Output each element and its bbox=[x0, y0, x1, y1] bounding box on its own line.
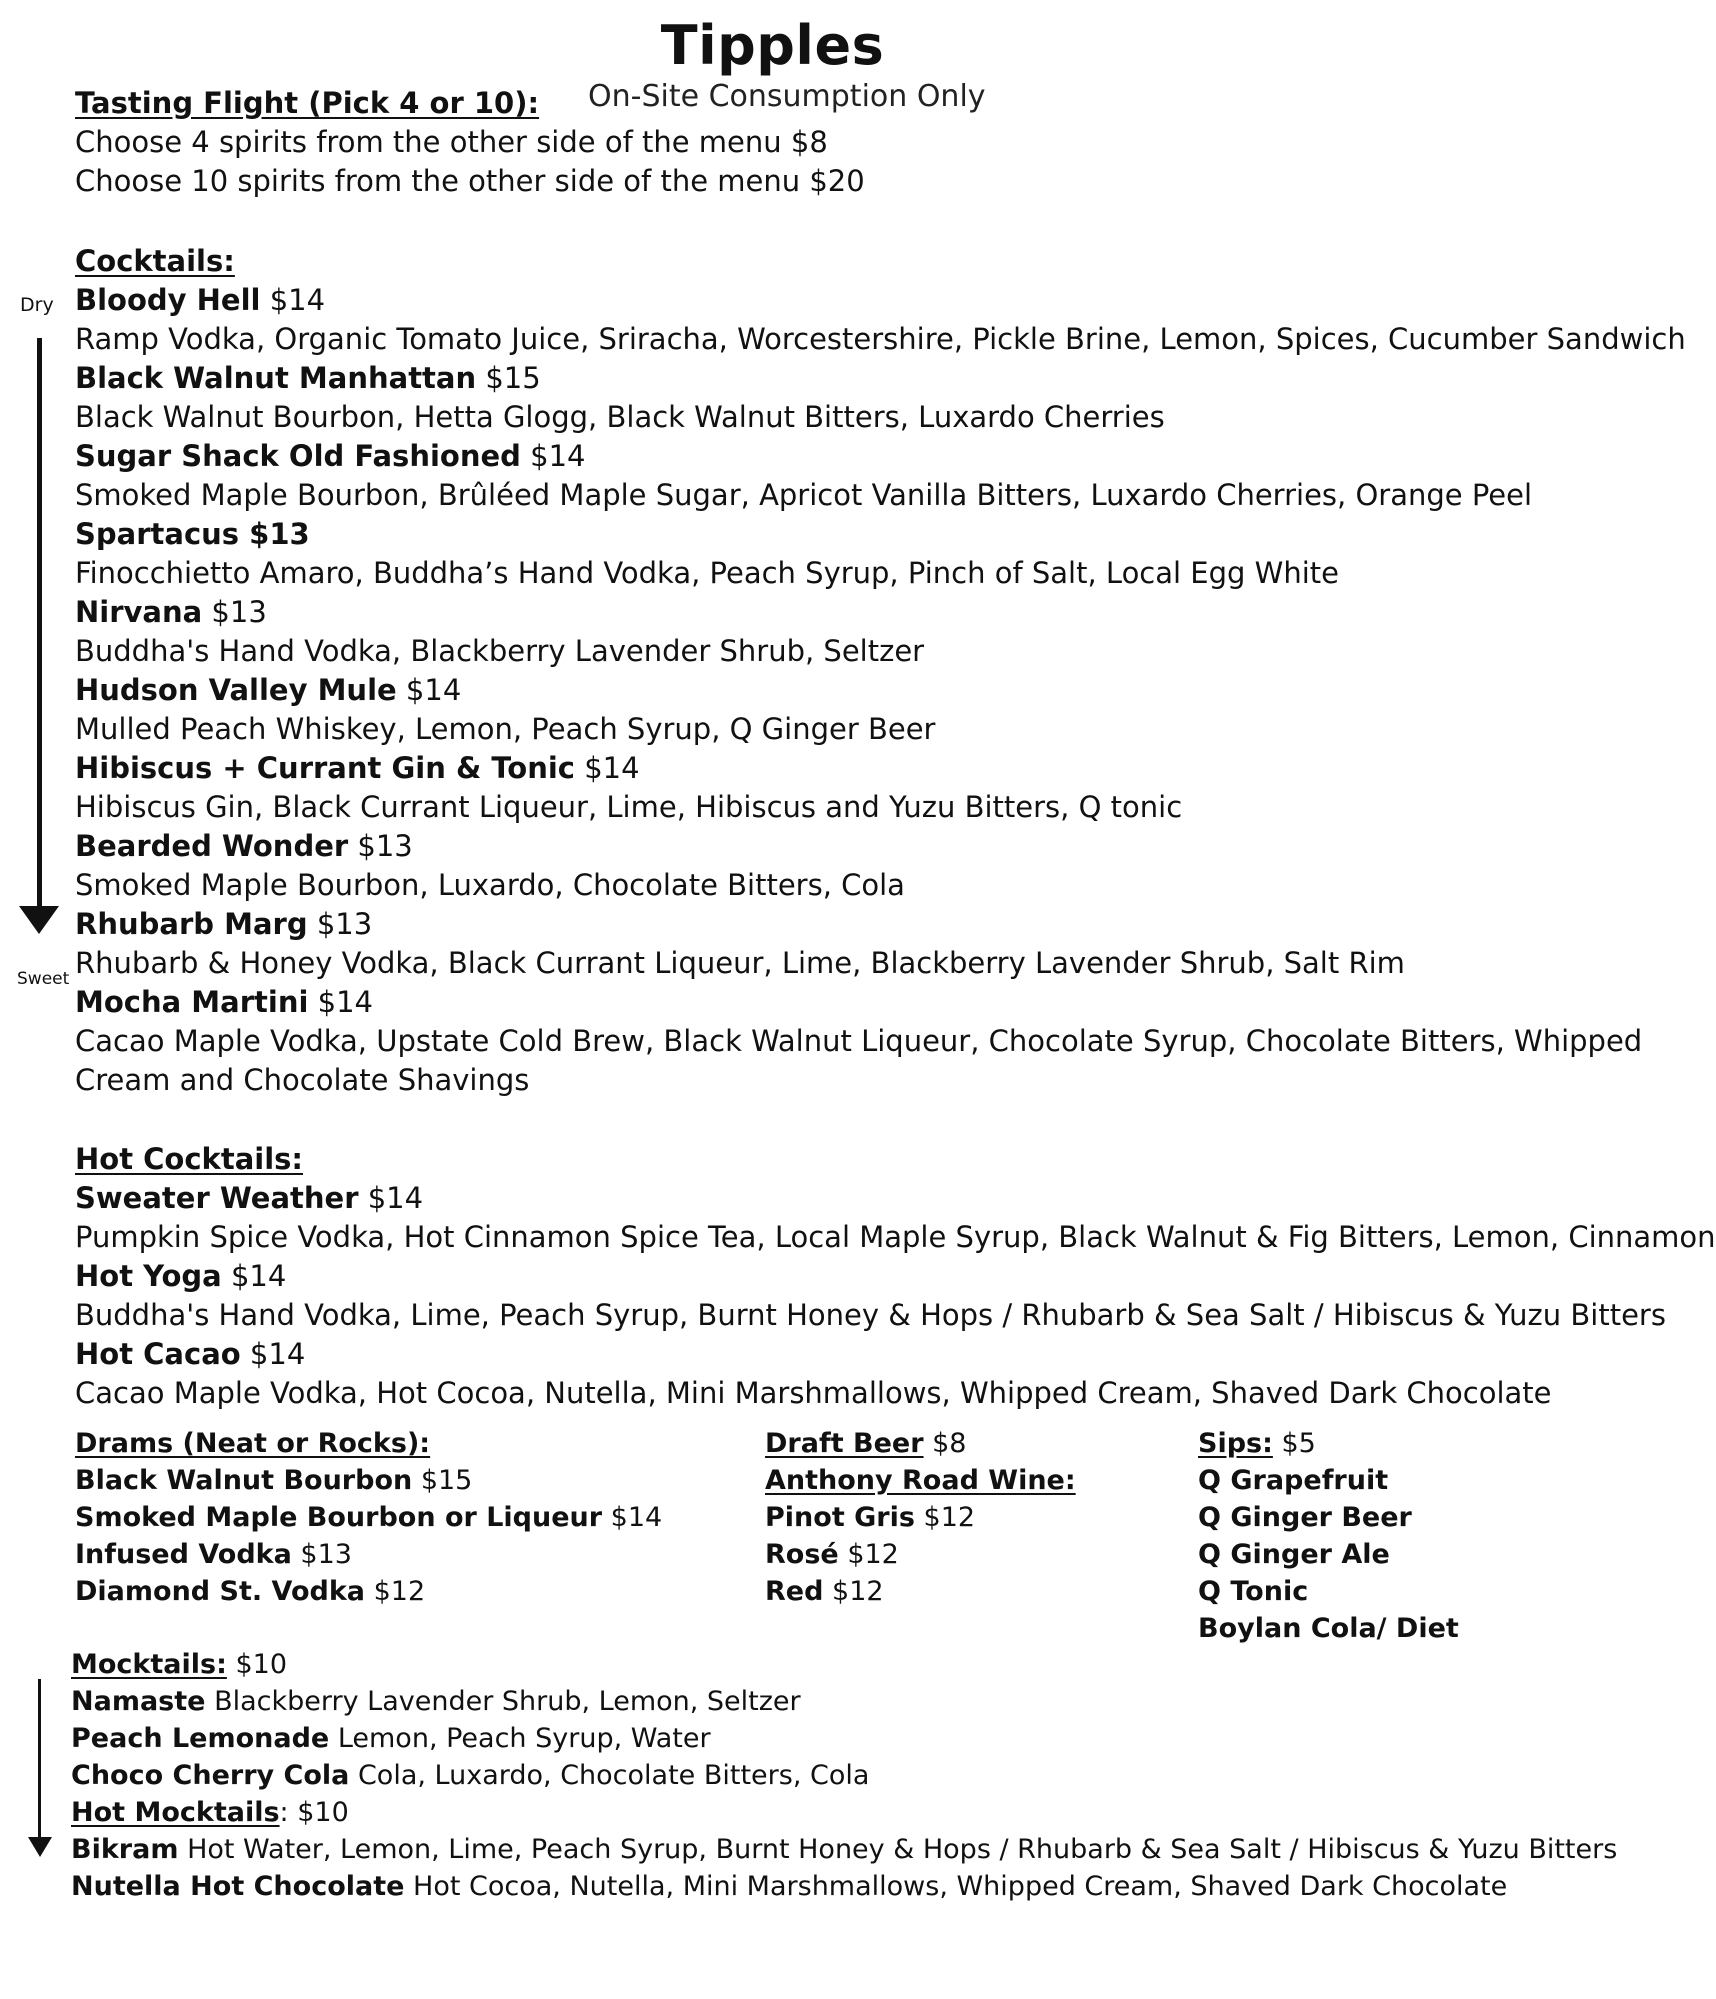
hot-cocktails-header: Hot Cocktails: bbox=[75, 1142, 304, 1176]
draft-beer bbox=[765, 1428, 966, 1459]
wine-item bbox=[765, 1502, 975, 1533]
mocktail-item bbox=[71, 1760, 869, 1791]
cocktail-name: Bearded Wonder bbox=[75, 829, 349, 863]
wine-name: Rosé bbox=[765, 1539, 839, 1570]
hot-cocktail-name: Hot Cacao bbox=[75, 1337, 241, 1371]
dram-item bbox=[75, 1576, 425, 1607]
mocktail-arrow-head bbox=[28, 1837, 52, 1857]
wine-price: $12 bbox=[832, 1576, 884, 1607]
hot-cocktail-name: Hot Yoga bbox=[75, 1259, 222, 1293]
hot-mocktails-header: Hot Mocktails bbox=[71, 1797, 280, 1828]
mocktail-desc: Cola, Luxardo, Chocolate Bitters, Cola bbox=[357, 1760, 870, 1791]
hot-cocktail-title bbox=[75, 1337, 305, 1371]
draft-beer-header: Draft Beer bbox=[765, 1428, 924, 1459]
hot-mocktail-item bbox=[71, 1834, 1617, 1865]
sip-item: Q Ginger Ale bbox=[1198, 1539, 1390, 1570]
hot-cocktail-price: $14 bbox=[249, 1337, 306, 1371]
wine-price: $12 bbox=[847, 1539, 899, 1570]
cocktail-desc: Cacao Maple Vodka, Upstate Cold Brew, Black Walnut Liqueur, Chocolate Syrup, Chocolate Bitters, Whipped bbox=[75, 1024, 1643, 1058]
sweet-label: Sweet bbox=[17, 969, 70, 989]
sips-header: Sips: bbox=[1198, 1428, 1273, 1459]
draft-beer-price: $8 bbox=[932, 1428, 967, 1459]
cocktail-title bbox=[75, 517, 310, 551]
cocktail-name: Mocha Martini bbox=[75, 985, 309, 1019]
cocktail-desc: Black Walnut Bourbon, Hetta Glogg, Black Walnut Bitters, Luxardo Cherries bbox=[75, 400, 1165, 434]
sip-item: Q Ginger Beer bbox=[1198, 1502, 1412, 1533]
cocktail-title bbox=[75, 829, 413, 863]
cocktail-price: $14 bbox=[530, 439, 586, 473]
cocktail-name: Rhubarb Marg bbox=[75, 907, 308, 941]
cocktail-price: $14 bbox=[269, 283, 326, 317]
mocktail-item bbox=[71, 1723, 711, 1754]
wine-name: Red bbox=[765, 1576, 824, 1607]
mocktails bbox=[71, 1649, 287, 1680]
cocktail-price: $13 bbox=[316, 907, 373, 941]
dram-item bbox=[75, 1502, 662, 1533]
mocktail-item bbox=[71, 1686, 801, 1717]
wine-item bbox=[765, 1576, 884, 1607]
hot-cocktail-desc: Buddha's Hand Vodka, Lime, Peach Syrup, Burnt Honey & Hops / Rhubarb & Sea Salt / Hibiscus & Yuzu Bitters bbox=[75, 1298, 1666, 1332]
cocktail-price: $14 bbox=[405, 673, 462, 707]
cocktail-title bbox=[75, 907, 372, 941]
hot-mocktails-price: : $10 bbox=[279, 1797, 349, 1828]
hot-mocktail-desc: Hot Cocoa, Nutella, Mini Marshmallows, Whipped Cream, Shaved Dark Chocolate bbox=[404, 1871, 1508, 1902]
dram-name: Infused Vodka bbox=[75, 1539, 292, 1570]
hot-mocktail-name: Bikram bbox=[71, 1834, 179, 1865]
mocktail-desc: Lemon, Peach Syrup, Water bbox=[337, 1723, 711, 1754]
cocktail-name: Black Walnut Manhattan bbox=[75, 361, 477, 395]
page-title: Tipples bbox=[660, 14, 885, 77]
hot-cocktail-name: Sweater Weather bbox=[75, 1181, 359, 1215]
hot-cocktail-title bbox=[75, 1181, 423, 1215]
cocktail-name: Spartacus $13 bbox=[75, 517, 310, 551]
cocktail-name: Nirvana bbox=[75, 595, 203, 629]
dry-sweet-arrow-line bbox=[37, 338, 42, 910]
cocktail-price: $14 bbox=[584, 751, 640, 785]
cocktail-desc: Rhubarb & Honey Vodka, Black Currant Liqueur, Lime, Blackberry Lavender Shrub, Salt Rim bbox=[75, 946, 1405, 980]
drams-header: Drams (Neat or Rocks): bbox=[75, 1428, 431, 1459]
cocktail-title bbox=[75, 673, 461, 707]
cocktails-header: Cocktails: bbox=[75, 244, 235, 278]
tasting-header: Tasting Flight (Pick 4 or 10): bbox=[75, 86, 540, 120]
mocktails-price: $10 bbox=[235, 1649, 288, 1680]
cocktail-title bbox=[75, 985, 373, 1019]
cocktail-desc: Mulled Peach Whiskey, Lemon, Peach Syrup, Q Ginger Beer bbox=[75, 712, 936, 746]
cocktail-name: Bloody Hell bbox=[75, 283, 261, 317]
dram-price: $15 bbox=[420, 1465, 473, 1496]
cocktail-price: $13 bbox=[357, 829, 413, 863]
cocktail-title bbox=[75, 595, 267, 629]
wine-item bbox=[765, 1539, 899, 1570]
wine-header: Anthony Road Wine: bbox=[765, 1465, 1076, 1496]
hot-cocktail-title bbox=[75, 1259, 286, 1293]
dry-label: Dry bbox=[20, 294, 54, 316]
cocktail-desc: Smoked Maple Bourbon, Luxardo, Chocolate Bitters, Cola bbox=[75, 868, 905, 902]
hot-mocktail-name: Nutella Hot Chocolate bbox=[71, 1871, 405, 1902]
dram-name: Diamond St. Vodka bbox=[75, 1576, 365, 1607]
cocktail-desc: Finocchietto Amaro, Buddha’s Hand Vodka, Peach Syrup, Pinch of Salt, Local Egg White bbox=[75, 556, 1339, 590]
cocktail-desc: Hibiscus Gin, Black Currant Liqueur, Lime, Hibiscus and Yuzu Bitters, Q tonic bbox=[75, 790, 1183, 824]
cocktail-name: Hibiscus + Currant Gin & Tonic bbox=[75, 751, 575, 785]
tasting-line: Choose 4 spirits from the other side of the menu $8 bbox=[75, 125, 828, 159]
hot-mocktail-item bbox=[71, 1871, 1507, 1902]
dram-item bbox=[75, 1539, 352, 1570]
hot-mocktail-desc: Hot Water, Lemon, Lime, Peach Syrup, Burnt Honey & Hops / Rhubarb & Sea Salt / Hibiscus & Yuzu Bitters bbox=[187, 1834, 1618, 1865]
cocktail-title bbox=[75, 439, 585, 473]
cocktail-title bbox=[75, 751, 640, 785]
tasting-line: Choose 10 spirits from the other side of the menu $20 bbox=[75, 164, 865, 198]
cocktail-name: Sugar Shack Old Fashioned bbox=[75, 439, 521, 473]
dram-price: $12 bbox=[373, 1576, 426, 1607]
sips bbox=[1198, 1428, 1316, 1459]
hot-mocktails bbox=[71, 1797, 349, 1828]
dram-item bbox=[75, 1465, 472, 1496]
cocktail-title bbox=[75, 361, 541, 395]
cocktail-title bbox=[75, 283, 325, 317]
sip-item: Q Grapefruit bbox=[1198, 1465, 1389, 1496]
cocktail-price: $14 bbox=[317, 985, 373, 1019]
wine-price: $12 bbox=[923, 1502, 976, 1533]
cocktail-name: Hudson Valley Mule bbox=[75, 673, 397, 707]
cocktail-desc: Buddha's Hand Vodka, Blackberry Lavender Shrub, Seltzer bbox=[75, 634, 925, 668]
page-subtitle: On-Site Consumption Only bbox=[588, 79, 986, 114]
dram-price: $14 bbox=[610, 1502, 663, 1533]
hot-cocktail-desc: Cacao Maple Vodka, Hot Cocoa, Nutella, Mini Marshmallows, Whipped Cream, Shaved Dark Chocolate bbox=[75, 1376, 1552, 1410]
hot-cocktail-price: $14 bbox=[230, 1259, 287, 1293]
cocktail-desc: Smoked Maple Bourbon, Brûléed Maple Sugar, Apricot Vanilla Bitters, Luxardo Cherries, Orange Peel bbox=[75, 478, 1533, 512]
mocktail-desc: Blackberry Lavender Shrub, Lemon, Seltzer bbox=[214, 1686, 801, 1717]
sips-price: $5 bbox=[1281, 1428, 1316, 1459]
mocktail-name: Namaste bbox=[71, 1686, 206, 1717]
cocktail-desc-cont: Cream and Chocolate Shavings bbox=[75, 1063, 530, 1097]
sip-item: Boylan Cola/ Diet bbox=[1198, 1613, 1459, 1644]
mocktail-arrow-line bbox=[38, 1679, 41, 1839]
dram-name: Smoked Maple Bourbon or Liqueur bbox=[75, 1502, 603, 1533]
mocktails-header: Mocktails: bbox=[71, 1649, 227, 1680]
dram-price: $13 bbox=[300, 1539, 352, 1570]
mocktail-name: Peach Lemonade bbox=[71, 1723, 330, 1754]
cocktail-price: $13 bbox=[211, 595, 267, 629]
wine-name: Pinot Gris bbox=[765, 1502, 915, 1533]
mocktail-name: Choco Cherry Cola bbox=[71, 1760, 350, 1791]
hot-cocktail-price: $14 bbox=[367, 1181, 424, 1215]
cocktail-desc: Ramp Vodka, Organic Tomato Juice, Sriracha, Worcestershire, Pickle Brine, Lemon, Spices, Cucumber Sandwich bbox=[75, 322, 1686, 356]
hot-cocktail-desc: Pumpkin Spice Vodka, Hot Cinnamon Spice Tea, Local Maple Syrup, Black Walnut & Fig Bitters, Lemon, Cinnamon bbox=[75, 1220, 1716, 1254]
dram-name: Black Walnut Bourbon bbox=[75, 1465, 413, 1496]
cocktail-price: $15 bbox=[485, 361, 541, 395]
dry-sweet-arrow-head bbox=[19, 906, 59, 934]
sip-item: Q Tonic bbox=[1198, 1576, 1309, 1607]
